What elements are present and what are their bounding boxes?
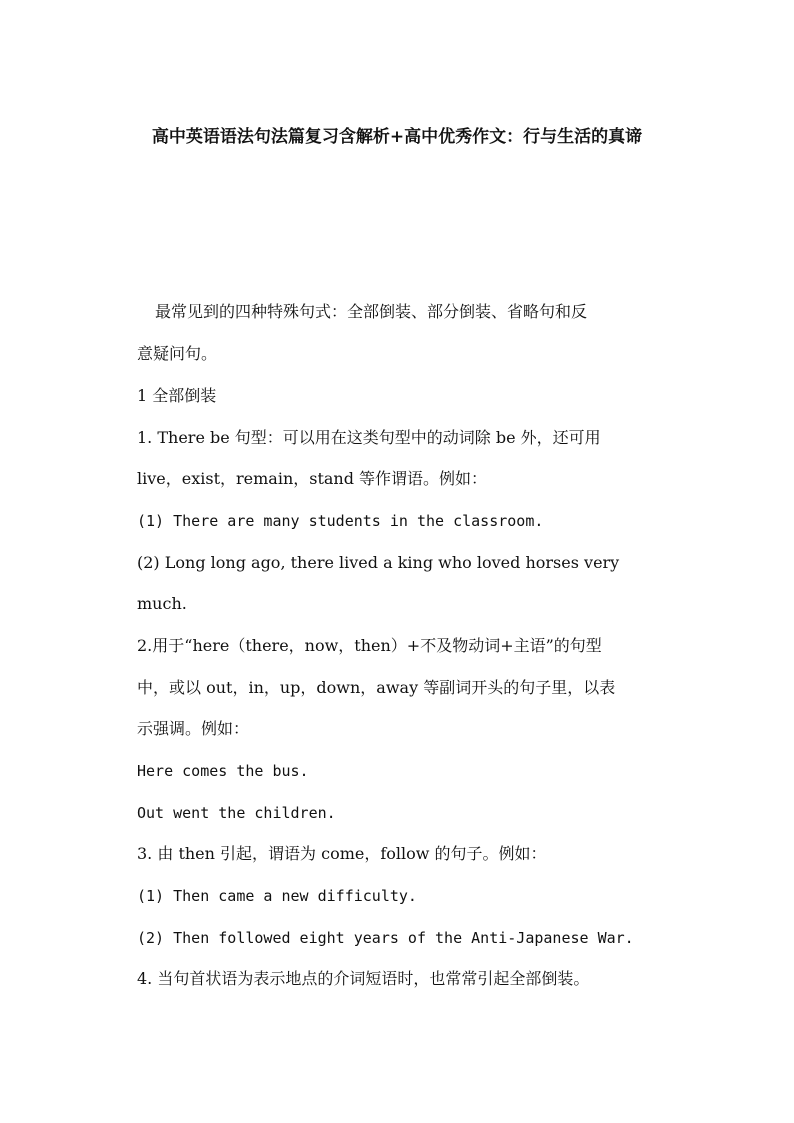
example-line: Here comes the bus. [137, 762, 309, 780]
paragraph-line: 示强调。例如： [137, 719, 250, 738]
paragraph-line: 中，或以 out，in，up，down，away 等副词开头的句子里，以表 [137, 678, 616, 697]
paragraph-line: 意疑问句。 [137, 344, 218, 363]
example-line: Out went the children. [137, 804, 336, 822]
example-line: (2) Long long ago, there lived a king who loved horses very [137, 553, 620, 572]
example-line: (1) There are many students in the classroom. [137, 512, 544, 530]
paragraph-line: 4. 当句首状语为表示地点的介词短语时，也常常引起全部倒装。 [137, 969, 590, 988]
example-line: (1) Then came a new difficulty. [137, 887, 417, 905]
document-title: 高中英语语法句法篇复习含解析+高中优秀作文：行与生活的真谛 [151, 127, 643, 147]
example-line: (2) Then followed eight years of the Anti-Japanese War. [137, 929, 634, 947]
paragraph-line: 2.用于“here（there，now，then）+不及物动词+主语”的句型 [137, 636, 602, 655]
paragraph-line: 最常见到的四种特殊句式：全部倒装、部分倒装、省略句和反 [155, 302, 588, 321]
paragraph-line: 3. 由 then 引起，谓语为 come，follow 的句子。例如： [137, 844, 547, 863]
section-heading: 1 全部倒装 [137, 386, 217, 405]
paragraph-line: live，exist，remain，stand 等作谓语。例如： [137, 469, 488, 488]
paragraph-line: 1. There be 句型：可以用在这类句型中的动词除 be 外，还可用 [137, 428, 601, 447]
example-line: much. [137, 594, 187, 613]
